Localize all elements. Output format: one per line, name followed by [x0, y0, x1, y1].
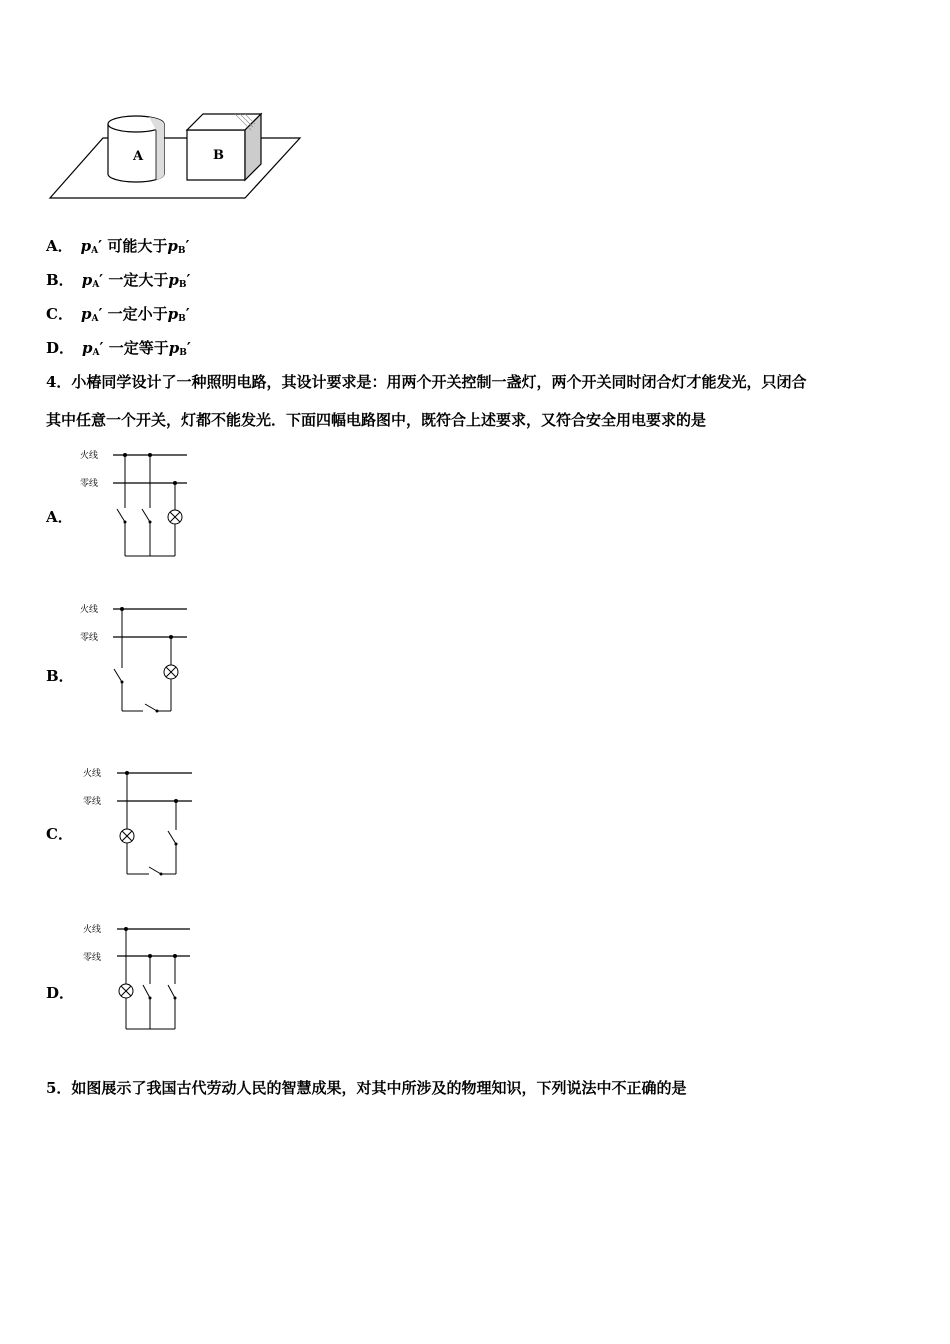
circuit-a-diagram: [75, 446, 200, 561]
neutral-wire-label: 零线: [83, 797, 102, 807]
cylinder-label: A: [133, 149, 144, 164]
q4-text-line2: 其中任意一个开关，灯都不能发光．下面四幅电路图中，既符合上述要求，又符合安全用电要求的是: [46, 411, 707, 429]
q3-option-c: C． $p_A'$ 一定小于$p_B'$: [46, 305, 190, 324]
fire-wire-label: 火线: [83, 925, 102, 935]
q4-text-line1: 4．小椿同学设计了一种照明电路，其设计要求是：用两个开关控制一盏灯，两个开关同时闭合灯才能发光，只闭合: [46, 373, 807, 391]
circuit-c-diagram: [75, 764, 200, 879]
fire-wire-label: 火线: [83, 769, 102, 779]
fire-wire-label: 火线: [80, 605, 99, 615]
circuit-c-label: C．: [46, 825, 73, 843]
q3-option-a: A． $p_A'$ 可能大于$p_B'$: [46, 237, 190, 256]
circuit-d-label: D．: [46, 984, 75, 1002]
circuit-a-label: A．: [46, 508, 73, 526]
neutral-wire-label: 零线: [80, 479, 99, 489]
cube-label: B: [213, 148, 224, 163]
circuit-d-diagram: [75, 920, 200, 1035]
circuit-b-label: B．: [46, 667, 74, 685]
q3-option-b: B． $p_A'$ 一定大于$p_B'$: [46, 271, 191, 290]
fire-wire-label: 火线: [80, 451, 99, 461]
blocks-figure: [45, 108, 305, 203]
circuit-b-diagram: [75, 600, 200, 715]
q5-text-line1: 5．如图展示了我国古代劳动人民的智慧成果，对其中所涉及的物理知识，下列说法中不正确的是: [46, 1079, 687, 1097]
neutral-wire-label: 零线: [80, 633, 99, 643]
q3-option-d: D． $p_A'$ 一定等于$p_B'$: [46, 339, 191, 358]
neutral-wire-label: 零线: [83, 953, 102, 963]
